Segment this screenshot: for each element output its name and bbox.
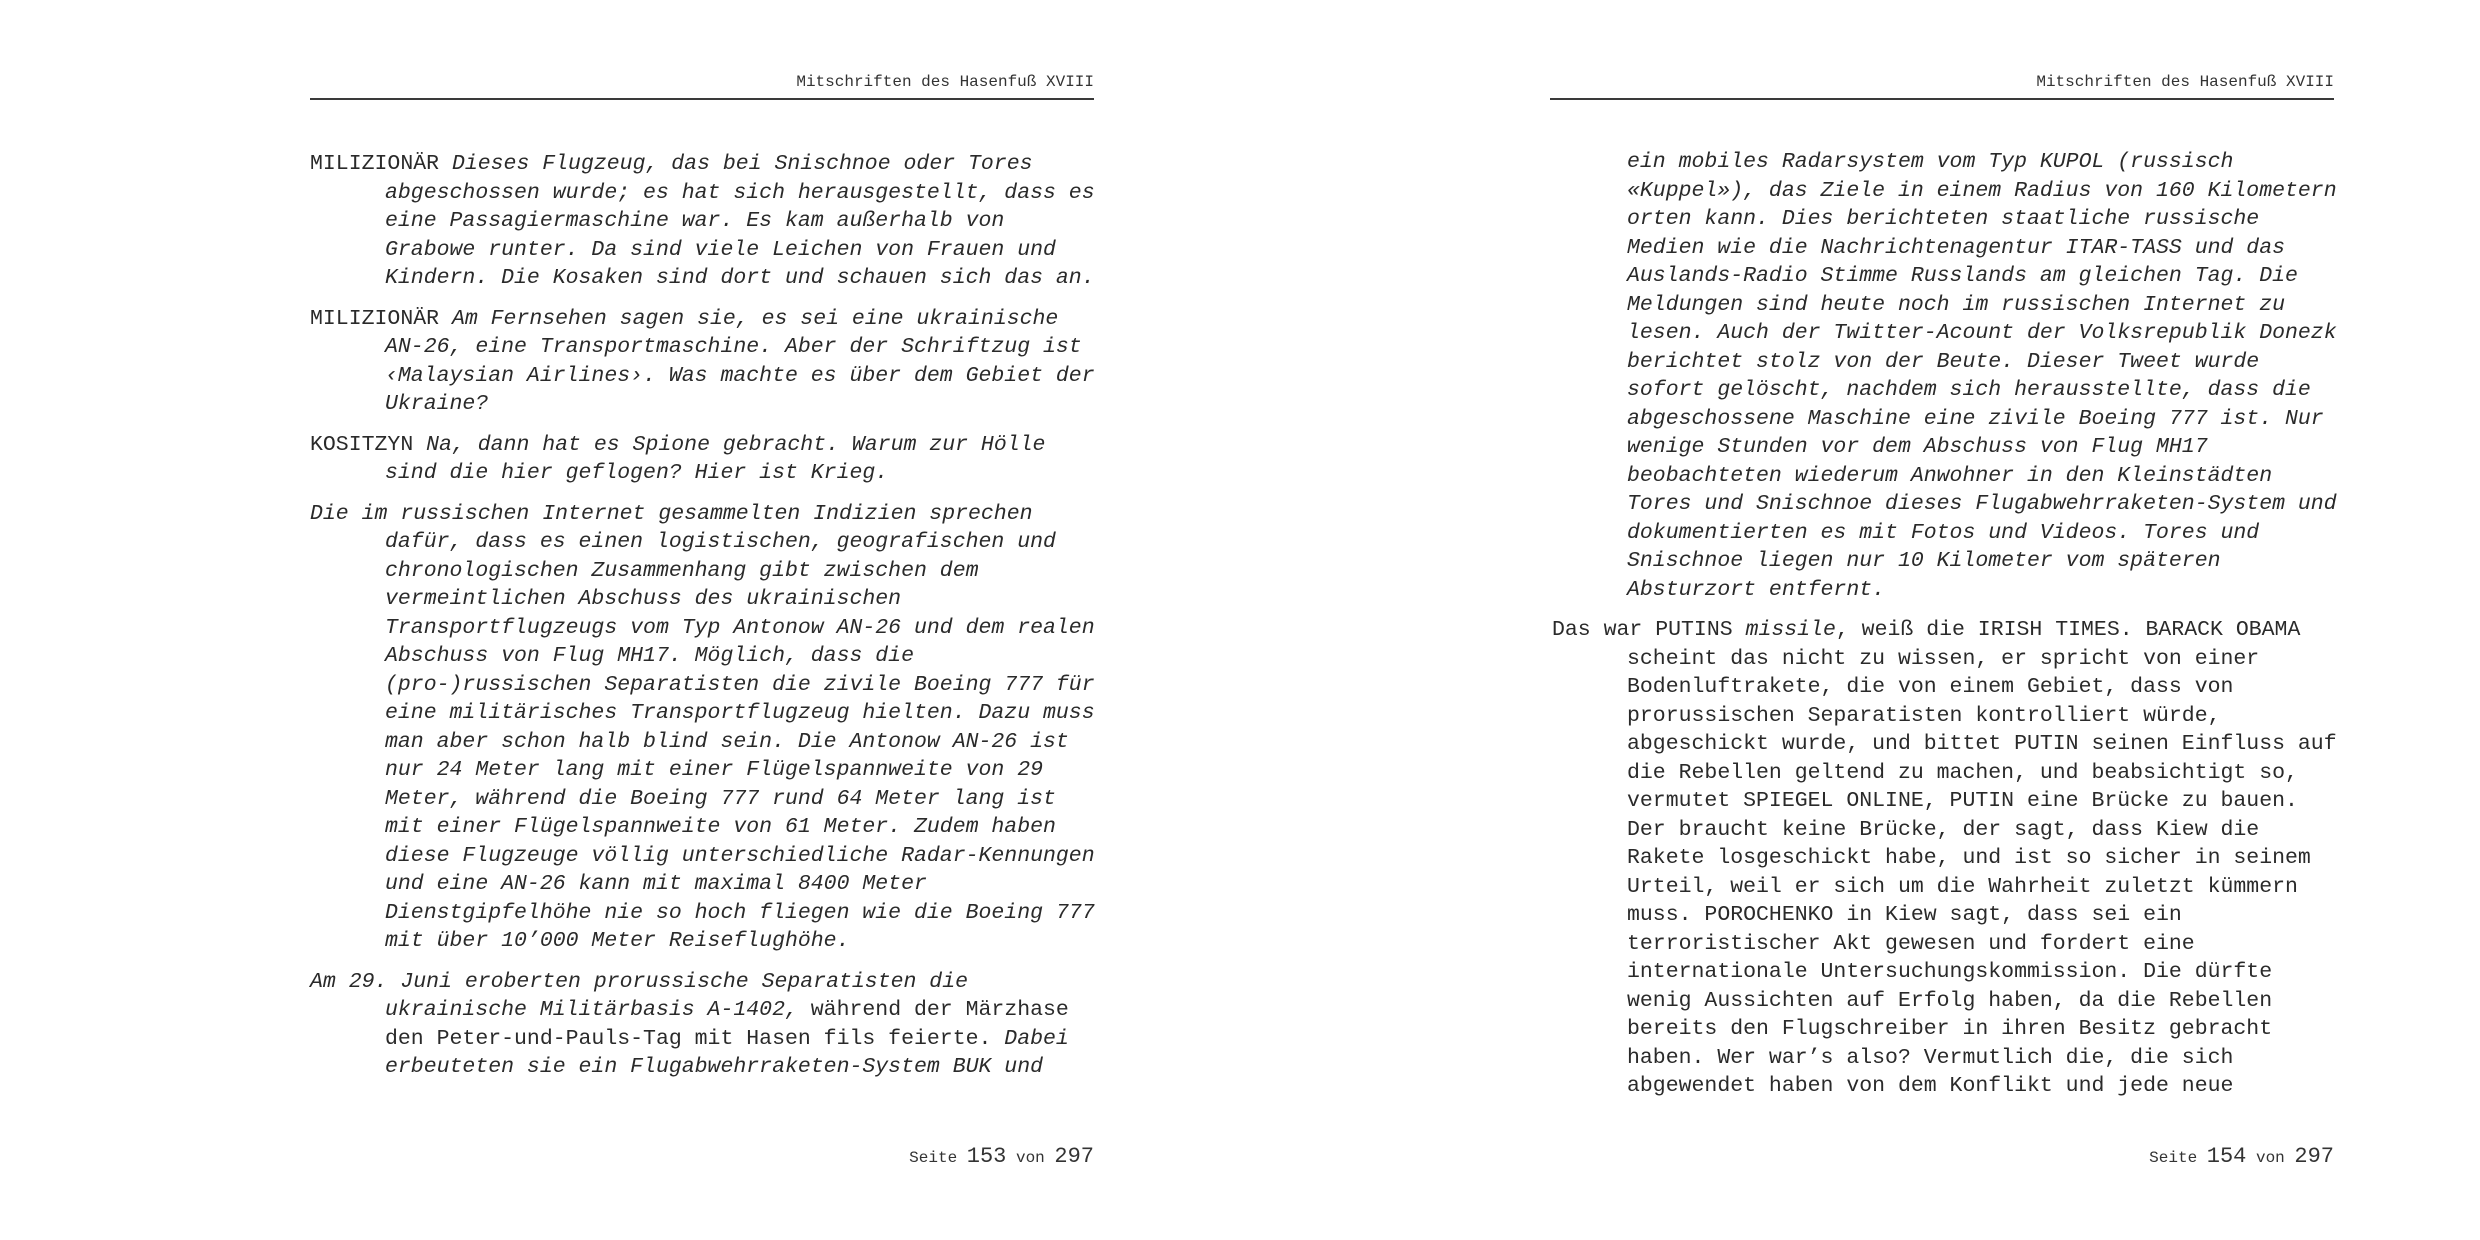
page-total: 297 bbox=[1054, 1144, 1094, 1169]
page-number: 154 bbox=[2206, 1144, 2247, 1169]
running-header: Mitschriften des Hasenfuß XVIII bbox=[1550, 72, 2334, 100]
body-text: Das war PUTINS bbox=[1552, 618, 1746, 642]
right-page bbox=[1240, 0, 2480, 1240]
body-text: Am 29. Juni eroberten prorussische Separatisten die ukrainische Militärbasis A-1402, bbox=[310, 969, 969, 1022]
dialogue-paragraph bbox=[310, 305, 1100, 419]
footer-mid: von bbox=[1006, 1149, 1055, 1167]
footer-mid: von bbox=[2246, 1149, 2295, 1167]
speaker-name: MILIZIONÄR bbox=[310, 306, 440, 331]
body-paragraph bbox=[1552, 616, 2342, 1101]
page-total: 297 bbox=[2294, 1144, 2334, 1169]
speaker-name: MILIZIONÄR bbox=[310, 152, 440, 176]
body-paragraph: Die im russischen Internet gesammelten Indizien sprechen dafür, dass es einen logistischen, geografischen und chronologischen Zusammenhang gibt zwischen dem vermeintlichen Abschuss des ukrainischen Transportflugzeugs vom Typ Antonow AN-26 und dem realen Abschuss von Flug MH17. Möglich, dass die (pro-)russischen Separatisten die zivile Boeing 777 für eine militärisches Transportflugzeug hielten. Dazu muss man aber schon halb blind sein. Die Antonow AN-26 ist nur 24 Meter lang mit einer Flügelspannweite von 29 Meter, während die Boeing 777 rund 64 Meter lang ist mit einer Flügelspannweite von 61 Meter. Zudem haben diese Flugzeuge völlig unterschiedliche Radar-Kennungen und eine AN-26 kann mit maximal 8400 Meter Dienstgipfelhöhe nie so hoch fliegen wie die Boeing 777 mit über 10’000 Meter Reiseflughöhe. bbox=[310, 501, 1095, 953]
page-footer bbox=[700, 1143, 1094, 1172]
page-number: 153 bbox=[966, 1144, 1007, 1169]
dialogue-paragraph bbox=[310, 431, 1100, 488]
body-text: , weiß die IRISH TIMES. BARACK OBAMA scheint das nicht zu wissen, er spricht von einer Bodenluftrakete, die von einem Gebiet, dass von prorussischen Separatisten kontrolliert würde, abgeschickt wurde, und bittet PUTIN seinen Einfluss auf die Rebellen geltend zu machen, und beabsichtigt so, vermutet SPIEGEL ONLINE, PUTIN eine Brücke zu bauen. Der braucht keine Brücke, der sagt, dass Kiew die Rakete losgeschickt habe, und ist so sicher in seinem Urteil, weil er sich um die Wahrheit zuletzt kümmern muss. POROCHENKO in Kiew sagt, dass sei ein terroristischer Akt gewesen und fordert eine internationale Untersuchungskommission. Die dürfte wenig Aussichten auf Erfolg haben, da die Rebellen bereits den Flugschreiber in ihren Besitz gebracht haben. Wer war’s also? Vermutlich die, die sich abgewendet haben von dem Konflikt und jede neue bbox=[1627, 618, 2337, 1098]
dialogue-text: Na, dann hat es Spione gebracht. Warum zur Hölle sind die hier geflogen? Hier ist Krieg. bbox=[385, 432, 1046, 485]
page-footer bbox=[1940, 1143, 2334, 1172]
body-paragraph bbox=[310, 968, 1100, 1082]
left-text-block bbox=[310, 150, 1100, 1094]
body-text: Dabei erbeuteten sie ein Flugabwehrraketen-System BUK und bbox=[385, 1026, 1069, 1079]
dialogue-text: Am Fernsehen sagen sie, es sei eine ukrainische AN-26, eine Transportmaschine. Aber der Schriftzug ist ‹Malaysian Airlines›. Was machte es über dem Gebiet der Ukraine? bbox=[385, 306, 1095, 416]
footer-prefix: Seite bbox=[2149, 1149, 2207, 1167]
body-text: missile bbox=[1745, 618, 1836, 642]
right-text-block bbox=[1552, 148, 2342, 1113]
speaker-name: KOSITZYN bbox=[310, 432, 414, 457]
footer-prefix: Seite bbox=[909, 1149, 967, 1167]
body-text: während der Märzhase den Peter-und-Pauls-Tag mit Hasen fils feierte. bbox=[385, 998, 1069, 1051]
running-header: Mitschriften des Hasenfuß XVIII bbox=[310, 72, 1094, 100]
body-paragraph: ein mobiles Radarsystem vom Typ KUPOL (russisch «Kuppel»), das Ziele in einem Radius von 160 Kilometern orten kann. Dies berichteten staatliche russische Medien wie die Nachrichtenagentur ITAR-TASS und das Auslands-Radio Stimme Russlands am gleichen Tag. Die Meldungen sind heute noch im russischen Internet zu lesen. Auch der Twitter-Acount der Volksrepublik Donezk berichtet stolz von der Beute. Dieser Tweet wurde sofort gelöscht, nachdem sich herausstellte, dass die abgeschossene Maschine eine zivile Boeing 777 ist. Nur wenige Stunden vor dem Abschuss von Flug MH17 beobachteten wiederum Anwohner in den Kleinstädten Tores und Snischnoe dieses Flugabwehrraketen-System und dokumentierten es mit Fotos und Videos. Tores und Snischnoe liegen nur 10 Kilometer vom späteren Absturzort entfernt. bbox=[1627, 150, 2337, 602]
dialogue-paragraph bbox=[310, 150, 1100, 293]
dialogue-text: Dieses Flugzeug, das bei Snischnoe oder Tores abgeschossen wurde; es hat sich herausgestellt, dass es eine Passagiermaschine war. Es kam außerhalb von Grabowe runter. Da sind viele Leichen von Frauen und Kindern. Die Kosaken sind dort und schauen sich das an. bbox=[385, 152, 1095, 290]
